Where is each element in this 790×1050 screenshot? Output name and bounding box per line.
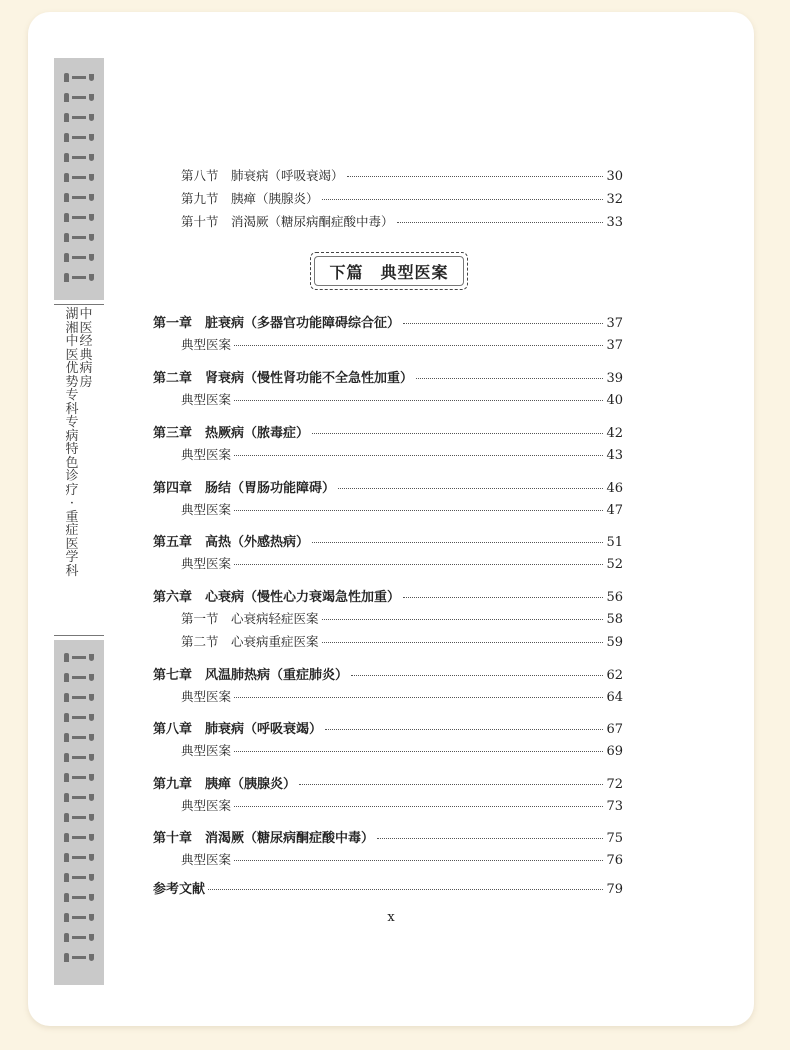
toc-chapter-entry-page: 56 — [606, 590, 623, 605]
toc-chapter-entry-page: 75 — [606, 831, 623, 846]
dot-leader — [397, 222, 604, 223]
part-title — [310, 252, 468, 290]
dot-leader — [416, 378, 603, 379]
toc-sub-entry[interactable] — [181, 741, 623, 759]
toc-sub-entry[interactable] — [181, 796, 623, 814]
toc-references-entry[interactable] — [153, 878, 623, 897]
toc-chapter-entry[interactable] — [153, 827, 623, 846]
toc-sub-entry-label: 第一节 心衰病轻症医案 — [181, 611, 319, 626]
toc-chapter-entry-label: 第二章 肾衰病（慢性肾功能不全急性加重） — [153, 371, 414, 386]
part-title-text: 下篇 典型医案 — [329, 262, 449, 282]
toc-chapter-entry-page: 37 — [606, 316, 623, 331]
toc-sub-entry-page: 59 — [606, 635, 623, 650]
toc-sub-entry[interactable] — [181, 609, 623, 627]
toc-chapter-entry-label: 第三章 热厥病（脓毒症） — [153, 426, 310, 441]
toc-sub-entry[interactable] — [181, 632, 623, 650]
toc-chapter-entry-page: 51 — [606, 535, 623, 550]
toc-section-entry[interactable] — [181, 189, 623, 207]
toc-sub-entry-page: 64 — [606, 690, 623, 705]
toc-sub-entry-page: 40 — [606, 393, 623, 408]
dot-leader — [403, 323, 603, 324]
toc-sub-entry-page: 37 — [606, 338, 623, 353]
toc-sub-entry-page: 43 — [606, 448, 623, 463]
toc-chapter-entry[interactable] — [153, 477, 623, 496]
dot-leader — [312, 542, 603, 543]
dot-leader — [403, 597, 603, 598]
toc-section-entry-label: 第九节 胰瘅（胰腺炎） — [181, 191, 319, 206]
toc-section-entry-page: 32 — [606, 192, 623, 207]
toc-sub-entry-page: 69 — [606, 744, 623, 759]
toc-sub-entry-label: 典型医案 — [181, 689, 232, 704]
toc-section-entry-label: 第八节 肺衰病（呼吸衰竭） — [181, 168, 344, 183]
dot-leader — [234, 564, 603, 565]
toc-sub-entry-page: 73 — [606, 799, 623, 814]
toc-chapter-entry-page: 46 — [606, 481, 623, 496]
toc-sub-entry[interactable] — [181, 335, 623, 353]
toc-sub-entry[interactable] — [181, 687, 623, 705]
dot-leader — [351, 675, 603, 676]
toc-sub-entry-page: 58 — [606, 612, 623, 627]
dot-leader — [234, 400, 603, 401]
page-number: x — [387, 910, 395, 925]
toc-sub-entry-page: 52 — [606, 557, 623, 572]
toc-chapter-entry[interactable] — [153, 718, 623, 737]
toc-chapter-entry-label: 第六章 心衰病（慢性心力衰竭急性加重） — [153, 590, 401, 605]
toc-section-entry[interactable] — [181, 166, 623, 184]
dot-leader — [234, 806, 603, 807]
toc-sub-entry-page: 47 — [606, 503, 623, 518]
toc-chapter-entry[interactable] — [153, 531, 623, 550]
dot-leader — [322, 619, 604, 620]
toc-sub-entry[interactable] — [181, 445, 623, 463]
toc-references-entry-label: 参考文献 — [153, 882, 206, 897]
dot-leader — [234, 455, 603, 456]
dot-leader — [234, 697, 603, 698]
dot-leader — [234, 510, 603, 511]
toc-chapter-entry-label: 第九章 胰瘅（胰腺炎） — [153, 777, 297, 792]
dot-leader — [325, 729, 603, 730]
toc-chapter-entry-label: 第一章 脏衰病（多器官功能障碍综合征） — [153, 316, 401, 331]
toc-chapter-entry[interactable] — [153, 773, 623, 792]
toc-sub-entry-label: 典型医案 — [181, 337, 232, 352]
dot-leader — [377, 838, 603, 839]
toc-chapter-entry-page: 39 — [606, 371, 623, 386]
toc-chapter-entry-label: 第七章 风温肺热病（重症肺炎） — [153, 668, 349, 683]
toc-references-entry-page: 79 — [606, 882, 623, 897]
dot-leader — [312, 433, 603, 434]
toc-chapter-entry-page: 62 — [606, 668, 623, 683]
toc-sub-entry[interactable] — [181, 554, 623, 572]
dot-leader — [234, 345, 603, 346]
toc-sub-entry-label: 典型医案 — [181, 852, 232, 867]
toc-sub-entry-label: 典型医案 — [181, 556, 232, 571]
toc-sub-entry[interactable] — [181, 850, 623, 868]
toc-chapter-entry-page: 42 — [606, 426, 623, 441]
toc-section-entry[interactable] — [181, 212, 623, 230]
toc-chapter-entry-label: 第四章 肠结（胃肠功能障碍） — [153, 481, 336, 496]
book-page — [28, 12, 754, 1026]
spine-title-line-2: 中医经典病房 — [79, 307, 93, 390]
toc-sub-entry-page: 76 — [606, 853, 623, 868]
toc-chapter-entry[interactable] — [153, 586, 623, 605]
toc-chapter-entry-page: 72 — [606, 777, 623, 792]
dot-leader — [234, 751, 603, 752]
toc-chapter-entry-label: 第十章 消渴厥（糖尿病酮症酸中毒） — [153, 831, 375, 846]
toc-sub-entry-label: 典型医案 — [181, 798, 232, 813]
dot-leader — [322, 642, 604, 643]
toc-sub-entry-label: 第二节 心衰病重症医案 — [181, 634, 319, 649]
dot-leader — [322, 199, 604, 200]
dot-leader — [347, 176, 604, 177]
toc-sub-entry-label: 典型医案 — [181, 502, 232, 517]
toc-chapter-entry-label: 第八章 肺衰病（呼吸衰竭） — [153, 722, 323, 737]
dot-leader — [299, 784, 603, 785]
toc-sub-entry[interactable] — [181, 390, 623, 408]
toc-section-entry-page: 30 — [606, 169, 623, 184]
toc-chapter-entry[interactable] — [153, 367, 623, 386]
toc-sub-entry[interactable] — [181, 500, 623, 518]
dot-leader — [234, 860, 603, 861]
toc-section-entry-label: 第十节 消渴厥（糖尿病酮症酸中毒） — [181, 214, 394, 229]
spine-title-line-1: 湖湘中医优势专科专病特色诊疗·重症医学科 — [65, 307, 79, 579]
dot-leader — [338, 488, 603, 489]
table-of-contents — [28, 12, 754, 1026]
toc-chapter-entry-label: 第五章 高热（外感热病） — [153, 535, 310, 550]
toc-sub-entry-label: 典型医案 — [181, 392, 232, 407]
toc-chapter-entry[interactable] — [153, 312, 623, 331]
toc-chapter-entry-page: 67 — [606, 722, 623, 737]
toc-chapter-entry[interactable] — [153, 422, 623, 441]
toc-chapter-entry[interactable] — [153, 664, 623, 683]
toc-sub-entry-label: 典型医案 — [181, 447, 232, 462]
dot-leader — [208, 889, 603, 890]
toc-section-entry-page: 33 — [606, 215, 623, 230]
toc-sub-entry-label: 典型医案 — [181, 743, 232, 758]
